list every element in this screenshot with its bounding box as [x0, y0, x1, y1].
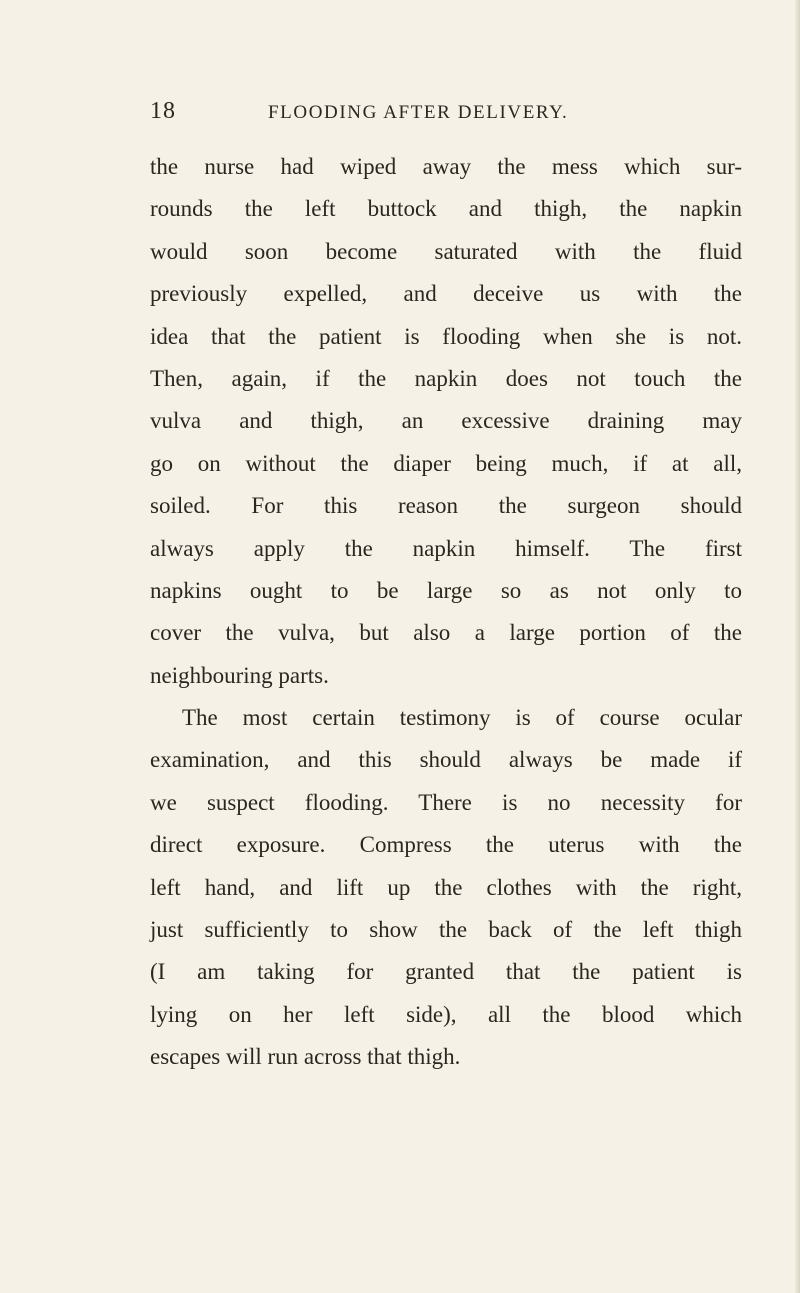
- text-line: napkins ought to be large so as not only to: [150, 577, 742, 603]
- text-line: direct exposure. Compress the uterus with the: [150, 832, 742, 858]
- page-number: 18: [150, 98, 176, 124]
- running-title: FLOODING AFTER DELIVERY.: [268, 102, 569, 123]
- running-head: [150, 92, 710, 132]
- text-line: previously expelled, and deceive us with the: [150, 281, 742, 307]
- text-line: go on without the diaper being much, if at all,: [150, 450, 742, 476]
- text-line: Then, again, if the napkin does not touch the: [150, 365, 742, 391]
- text-line: left hand, and lift up the clothes with the right,: [150, 874, 742, 900]
- text-line: examination, and this should always be made if: [150, 747, 742, 773]
- text-line: The most certain testimony is of course ocular: [182, 705, 742, 731]
- text-line: lying on her left side), all the blood which: [150, 1001, 742, 1027]
- text-line: soiled. For this reason the surgeon should: [150, 493, 742, 519]
- text-line: (I am taking for granted that the patient is: [150, 959, 742, 985]
- text-line: rounds the left buttock and thigh, the napkin: [150, 196, 742, 222]
- page-edge-shadow: [794, 0, 800, 1293]
- text-line: escapes will run across that thigh.: [150, 1044, 461, 1070]
- text-line: would soon become saturated with the fluid: [150, 238, 742, 264]
- text-line: just sufficiently to show the back of the left thigh: [150, 917, 742, 943]
- body-text: [150, 146, 742, 1079]
- text-line: we suspect flooding. There is no necessity for: [150, 789, 742, 815]
- text-line: cover the vulva, but also a large portion of the: [150, 620, 742, 646]
- text-line: always apply the napkin himself. The first: [150, 535, 742, 561]
- text-line: neighbouring parts.: [150, 662, 329, 688]
- text-line: the nurse had wiped away the mess which sur-: [150, 154, 742, 179]
- text-line: vulva and thigh, an excessive draining may: [150, 408, 742, 434]
- text-line: idea that the patient is flooding when she is not.: [150, 323, 742, 349]
